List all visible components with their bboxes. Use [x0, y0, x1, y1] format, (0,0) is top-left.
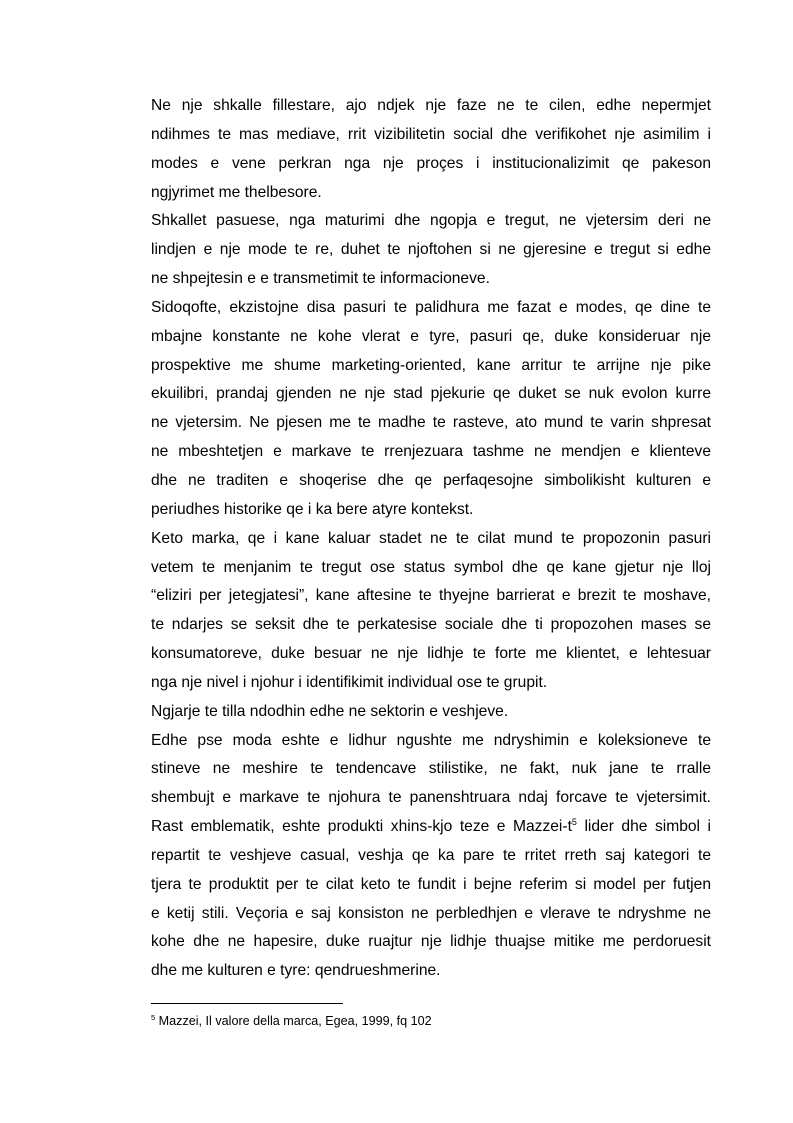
text-line: mbajne konstante ne kohe vlerat e tyre, pasuri qe, duke konsideruar nje: [151, 327, 711, 345]
text-line: konsumatoreve, duke besuar ne nje lidhje te forte me klientet, e lehtesuar: [151, 645, 711, 663]
text-line-with-footnote: [151, 813, 711, 842]
text-line: lindjen e nje mode te re, duhet te njoftohen si ne gjeresine e tregut si edhe: [151, 241, 711, 259]
body-text: [151, 92, 711, 986]
text-line: ekuilibri, prandaj gjenden ne nje stad pjekurie qe duket se nuk evolon kurre: [151, 385, 711, 403]
text-line: nga nje nivel i njohur i identifikimit individual ose te grupit.: [151, 673, 548, 691]
text-line: shembujt e markave te njohura te panenshtruara ndaj forcave te vjetersimit.: [151, 789, 711, 807]
text-line: Keto marka, qe i kane kaluar stadet ne te cilat mund te propozonin pasuri: [151, 529, 711, 547]
text-segment: Rast emblematik, eshte produkti xhins-kjo teze e Mazzei-t: [151, 818, 572, 836]
text-line: dhe ne traditen e shoqerise dhe qe perfaqesojne simbolikisht kulturen e: [151, 471, 711, 489]
text-line: Ngjarje te tilla ndodhin edhe ne sektorin e veshjeve.: [151, 702, 509, 720]
text-line: ne shpejtesin e e transmetimit te informacioneve.: [151, 270, 490, 288]
text-line: modes e vene perkran nga nje proçes i institucionalizimit qe pakeson: [151, 154, 711, 172]
text-line: dhe me kulturen e tyre: qendrueshmerine.: [151, 962, 441, 980]
text-line: te ndarjes se seksit dhe te perkatesise sociale dhe ti propozohen mases se: [151, 616, 711, 634]
text-line: Shkallet pasuese, nga maturimi dhe ngopja e tregut, ne vjetersim deri ne: [151, 212, 711, 230]
text-line: vetem te menjanim te tregut ose status symbol dhe qe kane gjetur nje lloj: [151, 558, 711, 576]
footnote: [151, 1013, 432, 1029]
text-line: ngjyrimet me thelbesore.: [151, 183, 322, 201]
text-line: ndihmes te mas mediave, rrit vizibilitetin social dhe verifikohet nje asimilim i: [151, 125, 711, 143]
text-line: kohe dhe ne hapesire, duke ruajtur nje lidhje thuajse mitike me perdoruesit: [151, 933, 711, 951]
text-line: e ketij stili. Veçoria e saj konsiston ne perbledhjen e vlerave te ndryshme ne: [151, 904, 711, 922]
text-line: repartit te veshjeve casual, veshja qe ka pare te rritet rreth saj kategori te: [151, 846, 711, 864]
text-line: tjera te produktit per te cilat keto te fundit i bejne referim si model per futjen: [151, 875, 711, 893]
footnote-divider: [151, 1003, 343, 1004]
text-line: Ne nje shkalle fillestare, ajo ndjek nje faze ne te cilen, edhe nepermjet: [151, 97, 711, 114]
text-line: periudhes historike qe i ka bere atyre kontekst.: [151, 500, 474, 518]
footnote-text: Mazzei, Il valore della marca, Egea, 1999, fq 102: [158, 1014, 432, 1028]
text-line: “eliziri per jetegjatesi”, kane aftesine te thyejne barrierat e brezit te moshave,: [151, 587, 711, 605]
text-line: stineve ne meshire te tendencave stilistike, ne fakt, nuk jane te rralle: [151, 760, 711, 778]
text-segment: lider dhe simbol i: [584, 818, 711, 836]
text-line: Sidoqofte, ekzistojne disa pasuri te palidhura me fazat e modes, qe dine te: [151, 298, 711, 316]
text-line: ne mbeshtetjen e markave te rrenjezuara tashme ne mendjen e klienteve: [151, 443, 711, 461]
text-line: ne vjetersim. Ne pjesen me te madhe te rasteve, ato mund te varin shpresat: [151, 414, 711, 432]
text-line: prospektive me shume marketing-oriented, kane arritur te arrijne nje pike: [151, 356, 711, 374]
footnote-marker: 5: [151, 1013, 156, 1022]
footnote-reference: 5: [571, 817, 577, 828]
text-line: Edhe pse moda eshte e lidhur ngushte me ndryshimin e koleksioneve te: [151, 731, 711, 749]
